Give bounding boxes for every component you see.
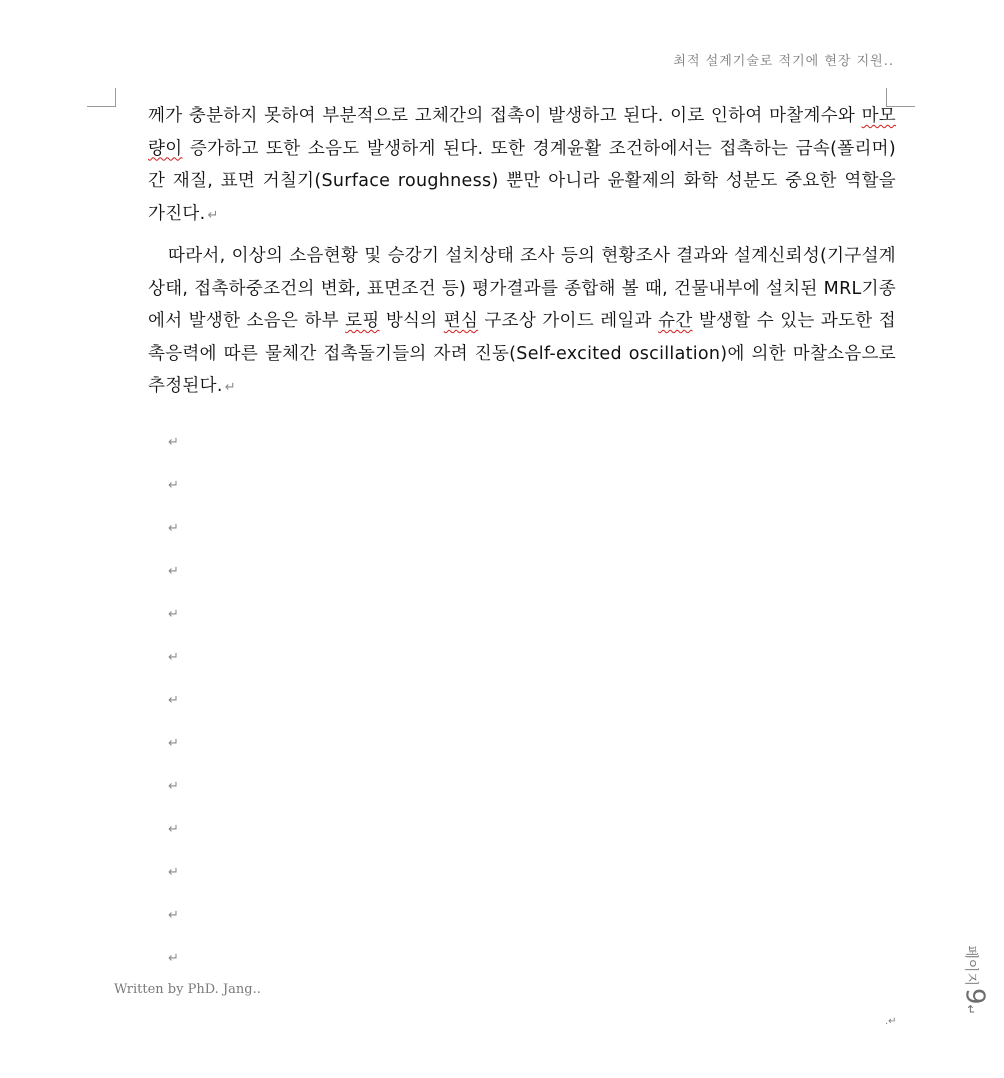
paragraph-mark-icon: ↵ [168, 478, 179, 493]
footer-author: Written by PhD. Jang.. [114, 982, 261, 997]
page-number-prefix: 페이지 [962, 945, 979, 986]
paragraph-mark-icon: ↵ [168, 779, 179, 794]
paragraph-2-text-a: 따라서, 이상의 소음현황 및 승강기 설치상태 조사 등의 현황조사 결과와 설계신뢰성(기구설계상태, 접촉하중조건의 변화, 표면조건 등) 평가결과를 종합해 볼 때, 건물내부에 설치된 MRL기종에서 발생한 소음은 하부 [148, 246, 896, 331]
paragraph-mark-icon: ↵ [168, 822, 179, 837]
paragraph-2-text-g: 발생할 수 있는 과도한 접촉응력에 따른 물체간 접촉돌기들의 자려 진동(Self-excited oscillation)에 의한 마찰소음으로 추정된다. [148, 311, 896, 396]
margin-corner-left [87, 88, 116, 107]
paragraph-mark-icon: ↵ [168, 736, 179, 751]
paragraph-mark-icon: ↵ [168, 908, 179, 923]
paragraph-mark-icon: ↵ [168, 607, 179, 622]
spellcheck-word: 편심 [443, 311, 479, 331]
paragraph-2-text-e: 구조상 가이드 레일과 [478, 311, 659, 331]
empty-paragraphs [168, 433, 179, 992]
spellcheck-word: 마모량이 [148, 106, 896, 159]
page-number-value: 9 [959, 987, 990, 1005]
paragraph-mark-icon: ↵ [224, 380, 236, 395]
spellcheck-word: 로핑 [345, 311, 380, 331]
paragraph-mark-icon: ↵ [207, 207, 219, 223]
footer-paragraph-mark: .↵ [885, 1016, 897, 1027]
paragraph-mark-icon: ↵ [168, 564, 179, 579]
paragraph-mark-icon: ↵ [168, 435, 179, 450]
paragraph-1-text-a: 께가 충분하지 못하여 부분적으로 고체간의 접촉이 발생하고 된다. 이로 인하여 마찰계수와 [148, 106, 862, 126]
paragraph-mark-icon: ↵ [168, 865, 179, 880]
spellcheck-word: 슈간 [658, 311, 693, 331]
page-number [960, 945, 990, 1014]
paragraph-mark-icon: ↵ [168, 693, 179, 708]
document-body [148, 100, 896, 413]
paragraph-1 [148, 100, 896, 232]
paragraph-1-text-c: 증가하고 또한 소음도 발생하게 된다. 또한 경계윤활 조건하에서는 접촉하는 금속(폴리머)간 재질, 표면 거칠기(Surface roughness) 뿐만 아니라 윤활제의 화학 성분도 중요한 역할을 가진다. [148, 138, 896, 224]
paragraph-2-text-c: 방식의 [379, 311, 444, 331]
paragraph-mark-icon: ↵ [168, 650, 179, 665]
paragraph-2 [148, 240, 896, 405]
paragraph-mark-icon: ↵ [963, 1004, 978, 1015]
paragraph-mark-icon: ↵ [168, 951, 179, 966]
paragraph-mark-icon: ↵ [168, 521, 179, 536]
running-header: 최적 설계기술로 적기에 현장 지원.. [673, 54, 894, 69]
